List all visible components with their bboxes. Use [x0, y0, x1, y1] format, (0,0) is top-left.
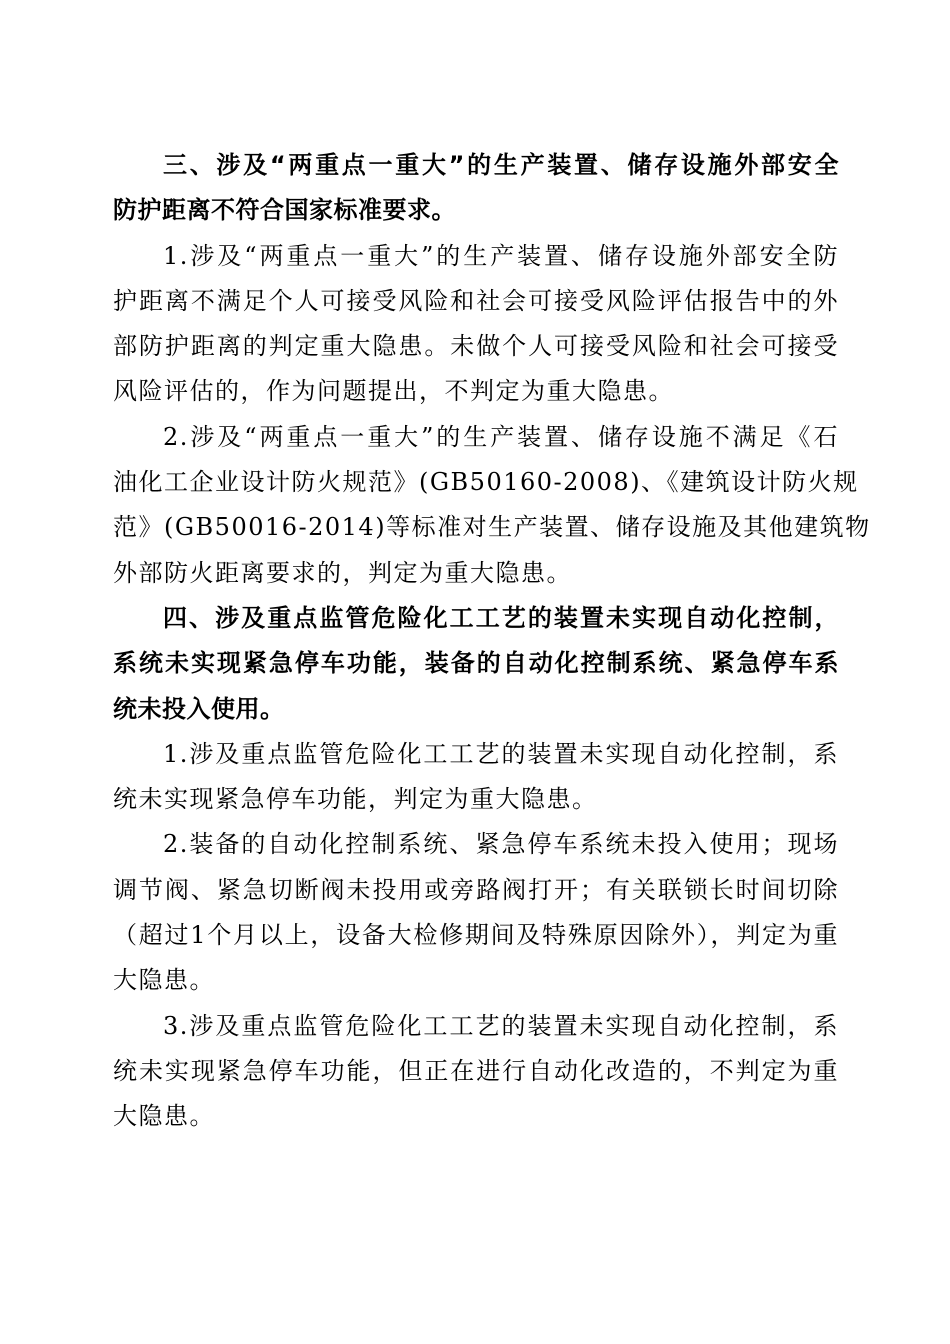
section-3-item-1	[113, 234, 839, 415]
heading-line: 系统未实现紧急停车功能，装备的自动化控制系统、紧急停车系	[113, 649, 839, 678]
document-page	[113, 143, 871, 1140]
paragraph-line: 3.涉及重点监管危险化工工艺的装置未实现自动化控制，系	[163, 1011, 839, 1040]
paragraph-line: 外部防火距离要求的，判定为重大隐患。	[113, 558, 572, 587]
heading-line: 四、涉及重点监管危险化工工艺的装置未实现自动化控制，	[163, 603, 839, 632]
paragraph-line: 护距离不满足个人可接受风险和社会可接受风险评估报告中的外	[113, 286, 839, 315]
section-3-item-2	[113, 415, 871, 596]
paragraph-line: 调节阀、紧急切断阀未投用或旁路阀打开；有关联锁长时间切除	[113, 875, 839, 904]
paragraph-line: 1.涉及重点监管危险化工工艺的装置未实现自动化控制，系	[163, 739, 839, 768]
section-4-item-1	[113, 732, 839, 823]
paragraph-line: 统未实现紧急停车功能，判定为重大隐患。	[113, 785, 598, 814]
paragraph-line: 油化工企业设计防火规范》(GB50160-2008)、《建筑设计防火规	[113, 468, 859, 497]
paragraph-line: 大隐患。	[113, 1102, 215, 1131]
paragraph-line: 范》(GB50016-2014)等标准对生产装置、储存设施及其他建筑物	[113, 513, 871, 542]
paragraph-line: 大隐患。	[113, 966, 215, 995]
paragraph-line: （超过1个月以上，设备大检修期间及特殊原因除外），判定为重	[113, 921, 839, 950]
paragraph-line: 统未实现紧急停车功能，但正在进行自动化改造的，不判定为重	[113, 1056, 839, 1085]
section-3-heading	[113, 143, 839, 234]
section-4-heading	[113, 596, 839, 732]
heading-line: 三、涉及“两重点一重大”的生产装置、储存设施外部安全	[163, 151, 839, 179]
heading-line: 统未投入使用。	[113, 694, 285, 723]
section-4-item-2	[113, 822, 839, 1003]
paragraph-line: 1.涉及“两重点一重大”的生产装置、储存设施外部安全防	[163, 241, 839, 270]
paragraph-line: 2.涉及“两重点一重大”的生产装置、储存设施不满足《石	[163, 422, 839, 451]
heading-line: 防护距离不符合国家标准要求。	[113, 196, 456, 225]
paragraph-line: 风险评估的，作为问题提出，不判定为重大隐患。	[113, 377, 674, 406]
paragraph-line: 2.装备的自动化控制系统、紧急停车系统未投入使用；现场	[163, 830, 839, 859]
section-4-item-3	[113, 1004, 839, 1140]
paragraph-line: 部防护距离的判定重大隐患。未做个人可接受风险和社会可接受	[113, 332, 839, 361]
